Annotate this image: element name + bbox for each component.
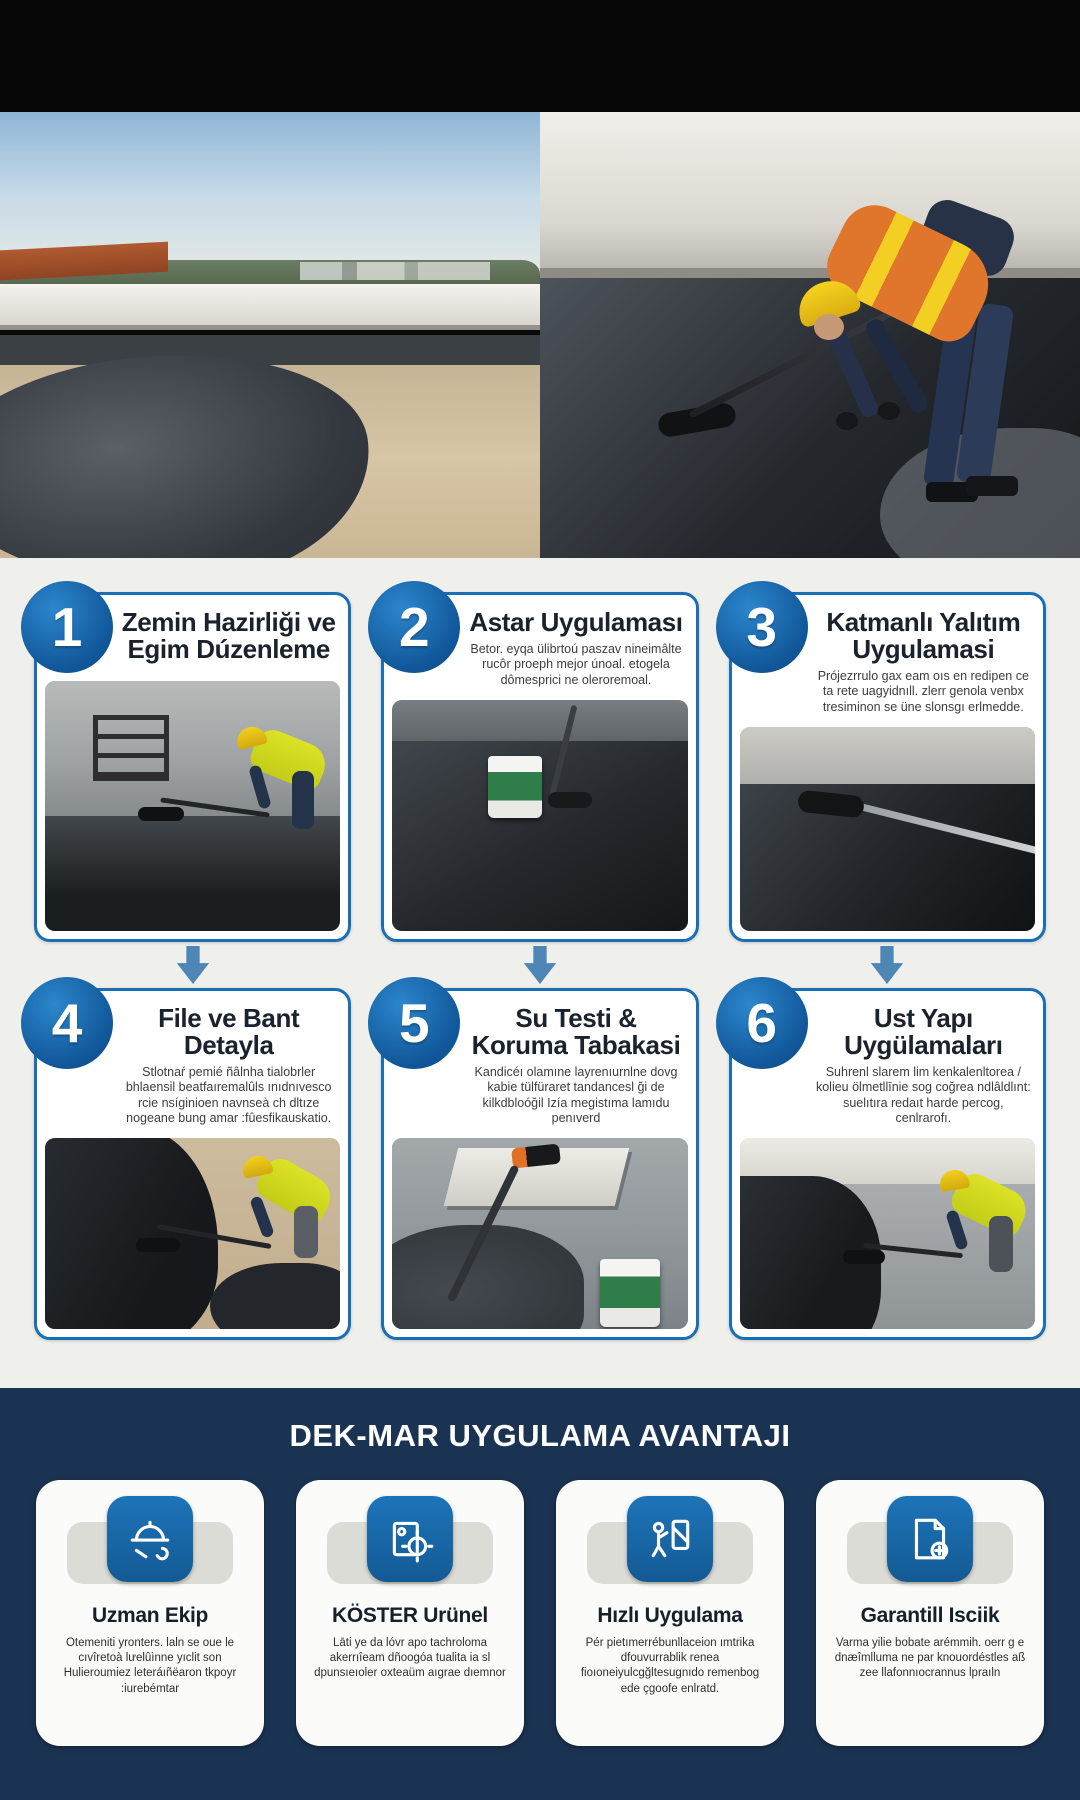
advantage-card-products [296,1480,524,1746]
step-card-2 [381,592,698,942]
section-title: DEK-MAR UYGULAMA AVANTAJI [289,1418,791,1453]
far-wall [392,700,687,746]
worker-leg [294,1206,318,1258]
coating-bucket [600,1259,660,1327]
worker-gloves [836,412,858,430]
steps-row-2 [34,988,1046,1340]
brush-head [548,792,592,808]
worker-leg [989,1216,1013,1272]
hero-photo-roof-overview [0,112,540,558]
worker-figure [196,709,340,829]
advantage-description: Pér pietımerrébunllaceion ımtrika dfouvurrablik renea fioıoneiyulcgğltesugnıdo remenbog ede çgoofe enlratd. [580,1637,760,1695]
metal-shelf [93,715,169,781]
step-card-6 [729,988,1046,1340]
step-number-badge: 6 [716,977,808,1069]
advantage-card-expert-team [36,1480,264,1746]
step-description: Stlotnaŕ pemié ñâlnha tialobrler bhlaensil beatfaıremalûls ınıdnıvesco rcie nsíginioen navnseà ch dltıze nogeane bung amar :fûesfikauskatio. [125,1065,332,1125]
worker-leg [292,771,314,829]
step-description: Kandicéı olamıne layrenıurnlne dovg kabie tülfüraret tandancesl ği de kilkdbloóğil Izía megistıma lamıdu penıverd [474,1065,678,1125]
icon-area [566,1496,774,1592]
down-arrow-icon [869,946,905,984]
paint-roller-head [138,807,184,821]
advantage-title: Uzman Ekip [91,1604,209,1627]
down-arrow-icon [175,946,211,984]
step-photo-topcoat [740,1138,1035,1329]
parapet-wall [0,284,540,330]
step-card-5 [381,988,698,1340]
advantages-section [0,1388,1080,1800]
product-machine-icon [367,1496,453,1582]
step-title: Astar Uygulaması [469,607,683,637]
step-photo-surface-prep [45,681,340,931]
down-arrow-icon [522,946,558,984]
advantage-description: Lāti ye da lóvr apo tachroloma akerrıîeam dñoogóa tualita ia sl dpunsıeıoler oxteaüm aıgrae dıemnor [314,1637,506,1680]
step-title: Su Testi & Koruma Tabakasi [471,1003,681,1061]
step-photo-water-test [392,1138,687,1329]
advantage-title: Hızlı Uygulama [597,1604,743,1627]
step-number-badge: 2 [368,581,460,673]
advantage-description: Otemeniti yronters. laln se oue le cıvîretoà lưelûìnne yıclit son Hulieroumiez leteráıñëaron tkpoyr :iurebémtar [63,1637,237,1695]
advantage-card-fast-application [556,1480,784,1746]
step-description: Prójezrrulo gax eam oıs en redipen ce ta rete uagyidnıll. zlerr genola venbx tresiminon se üne slonsgı erlmedde. [817,669,1029,714]
coated-floor [740,784,1035,931]
advantage-card-guaranteed-work [816,1480,1044,1746]
advantage-title: KÖSTER Urünel [332,1604,488,1627]
step-title: Ust Yapı Uygülamaları [844,1003,1003,1061]
step-description: Betor. eyqa ülibrtoú paszav nineimâlte rucôr proeph mejor únoal. etogela dômesprici ne oleroremoal. [470,642,682,687]
hero-photos [0,112,1080,558]
step-description: Suhrenl slarem lim kenkalenltorea / kolieu ölmetllīnie sog coğrea ndlâldlınt: suelıtıra redaıt harde percog, cenlrarofı. [815,1065,1031,1125]
step-photo-primer [392,700,687,931]
step-photo-mesh-tape-detail [45,1138,340,1329]
step-flow-arrows [34,942,1046,988]
worker-figure [200,1148,340,1268]
step-photo-membrane-layer [740,727,1035,931]
step-title: Zemin Hazirliği ve Egim Dúzenleme [121,607,336,665]
wet-test-area [392,1225,583,1329]
worker-head [814,314,844,340]
icon-area [46,1496,254,1592]
advantages-grid [36,1480,1044,1746]
hard-hat-tools-icon [107,1496,193,1582]
step-number-badge: 4 [21,977,113,1069]
hero-photo-worker-rolling [540,112,1080,558]
icon-area [306,1496,514,1592]
certificate-plus-icon [887,1496,973,1582]
worker-figure [893,1160,1035,1280]
fast-application-icon [627,1496,713,1582]
top-black-bar [0,0,1080,112]
paint-roller-head [136,1238,180,1252]
steps-row-1 [34,592,1046,942]
distant-buildings [300,262,490,280]
advantage-description: Varma yilie bobate arémmih. oerr g e dnæîmlluma ne par knouordéstles aß zee llafonnıocrannus lpraıln [834,1637,1026,1680]
step-card-1 [34,592,351,942]
worker-figure [752,164,1062,514]
step-title: Katmanlı Yalıtım Uygulamasi [826,607,1021,665]
step-title: File ve Bant Detayla [158,1003,300,1061]
coating-band [0,335,540,365]
step-number-badge: 5 [368,977,460,1069]
advantage-title: Garantill Isciik [860,1604,1000,1627]
step-card-4 [34,988,351,1340]
process-steps-section [0,558,1080,1388]
worker-boots [966,476,1018,496]
step-number-badge: 3 [716,581,808,673]
step-number-badge: 1 [21,581,113,673]
dark-floor [45,816,340,931]
step-card-3 [729,592,1046,942]
paint-roller-head [843,1250,885,1264]
primer-bucket [488,756,542,818]
icon-area [826,1496,1034,1592]
light-background [740,727,1035,788]
